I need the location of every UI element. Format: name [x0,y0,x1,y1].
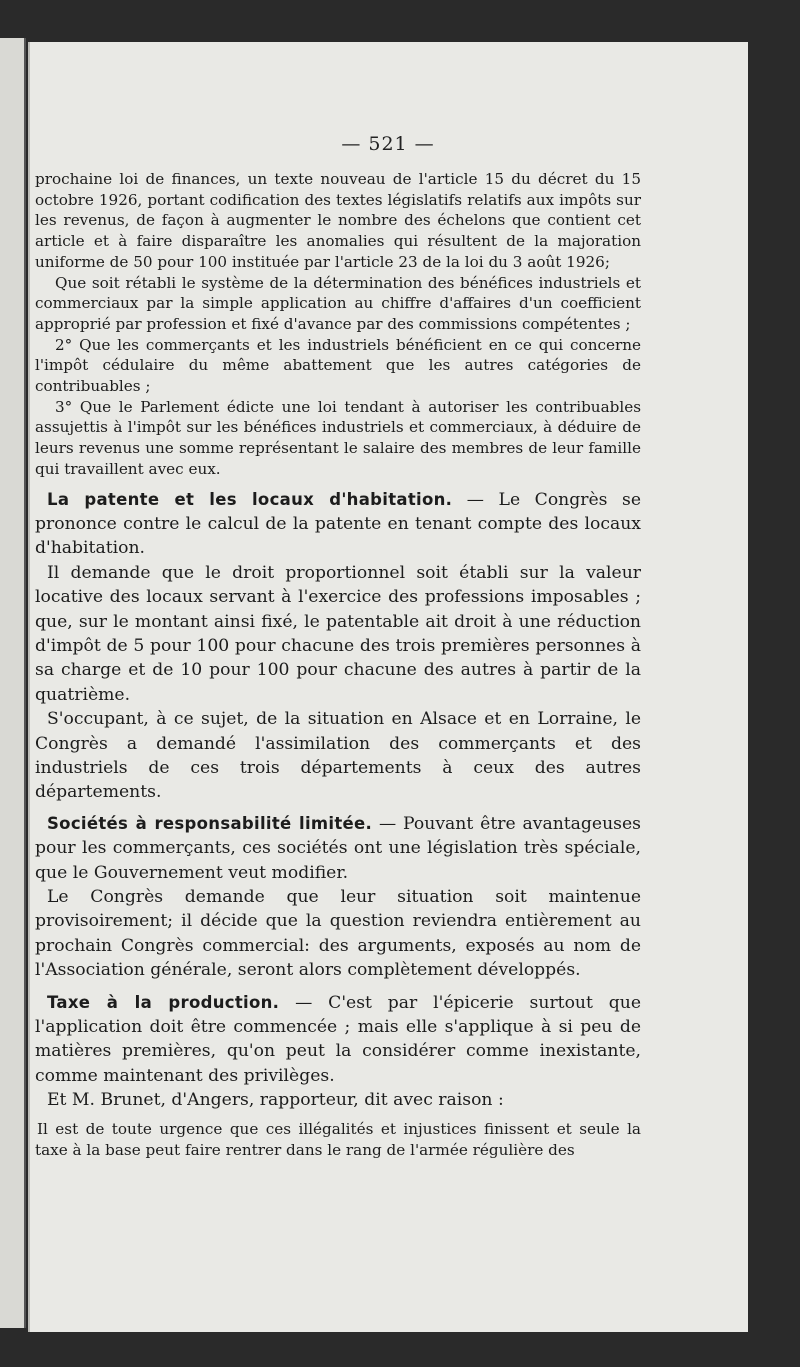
paragraph: prochaine loi de finances, un texte nouveau de l'article 15 du décret du 15 octobre 1926, portant codification des textes législatifs relatifs aux impôts sur les revenus, de façon à augmenter le nombre des échelons que contient cet article et à faire disparaître les anomalies qui résultent de la majoration uniforme de 50 pour 100 instituée par l'article 23 de la loi du 3 août 1926; [35,170,641,271]
section-text: — Le Congrès se prononce contre le calcul de la patente en tenant compte des locaux d'habitation. [35,489,641,559]
resolutions-block [35,169,641,480]
main-text [35,488,641,1113]
paragraph: 2° Que les commerçants et les industriels bénéficient en ce qui concerne l'impôt cédulaire du même abattement que les autres catégories de contribuables ; [35,335,641,396]
section-taxe [35,991,641,1089]
quote-text: Il est de toute urgence que ces illégalités et injustices finissent et seule la taxe à la base peut faire rentrer dans le rang de l'armée régulière des [35,1119,641,1160]
section-text: — Pouvant être avantageuses pour les commerçants, ces sociétés ont une législation très spéciale, que le Gouvernement veut modifier. [35,813,641,883]
page-body [35,169,641,1162]
section-heading: Sociétés à responsabilité limitée. [47,813,373,833]
section-patente [35,488,641,561]
previous-page-edge [0,38,26,1328]
paragraph: Et M. Brunet, d'Angers, rapporteur, dit avec raison : [47,1090,504,1111]
paragraph: 3° Que le Parlement édicte une loi tendant à autoriser les contribuables assujettis à l'impôt sur les bénéfices industriels et commerciaux, à déduire de leurs revenus une somme représentant le salaire des membres de leur famille qui travaillent avec eux. [35,397,641,478]
paragraph: Que soit rétabli le système de la détermination des bénéfices industriels et commerciaux par la simple application au chiffre d'affaires d'un coefficient approprié par profession et fixé d'avance par des commissions compétentes ; [35,273,641,333]
section-text: — C'est par l'épicerie surtout que l'application doit être commencée ; mais elle s'applique à si peu de matières premières, qu'on peut la considérer comme inexistante, comme maintenant des privilèges. [35,992,641,1086]
page-number: — 521 — [341,133,435,155]
section-heading: Taxe à la production. [47,992,280,1012]
book-page [28,42,748,1332]
quotation [35,1119,641,1162]
section-heading: La patente et les locaux d'habitation. [47,489,453,509]
paragraph: Il demande que le droit proportionnel soit établi sur la valeur locative des locaux servant à l'exercice des professions imposables ; que, sur le montant ainsi fixé, le patentable ait droit à une réduction d'impôt de 5 pour 100 pour chacune des trois premières personnes à sa charge et de 10 pour 100 pour chacune des autres à partir de la quatrième. [35,562,641,705]
paragraph: Le Congrès demande que leur situation soit maintenue provisoirement; il décide que la question reviendra entièrement au prochain Congrès commercial: des arguments, exposés au nom de l'Association générale, seront alors complètement développés. [35,887,641,981]
paragraph: S'occupant, à ce sujet, de la situation en Alsace et en Lorraine, le Congrès a demandé l'assimilation des commerçants et des industriels de ces trois départements à ceux des autres départements. [35,709,641,803]
section-societes [35,812,641,885]
